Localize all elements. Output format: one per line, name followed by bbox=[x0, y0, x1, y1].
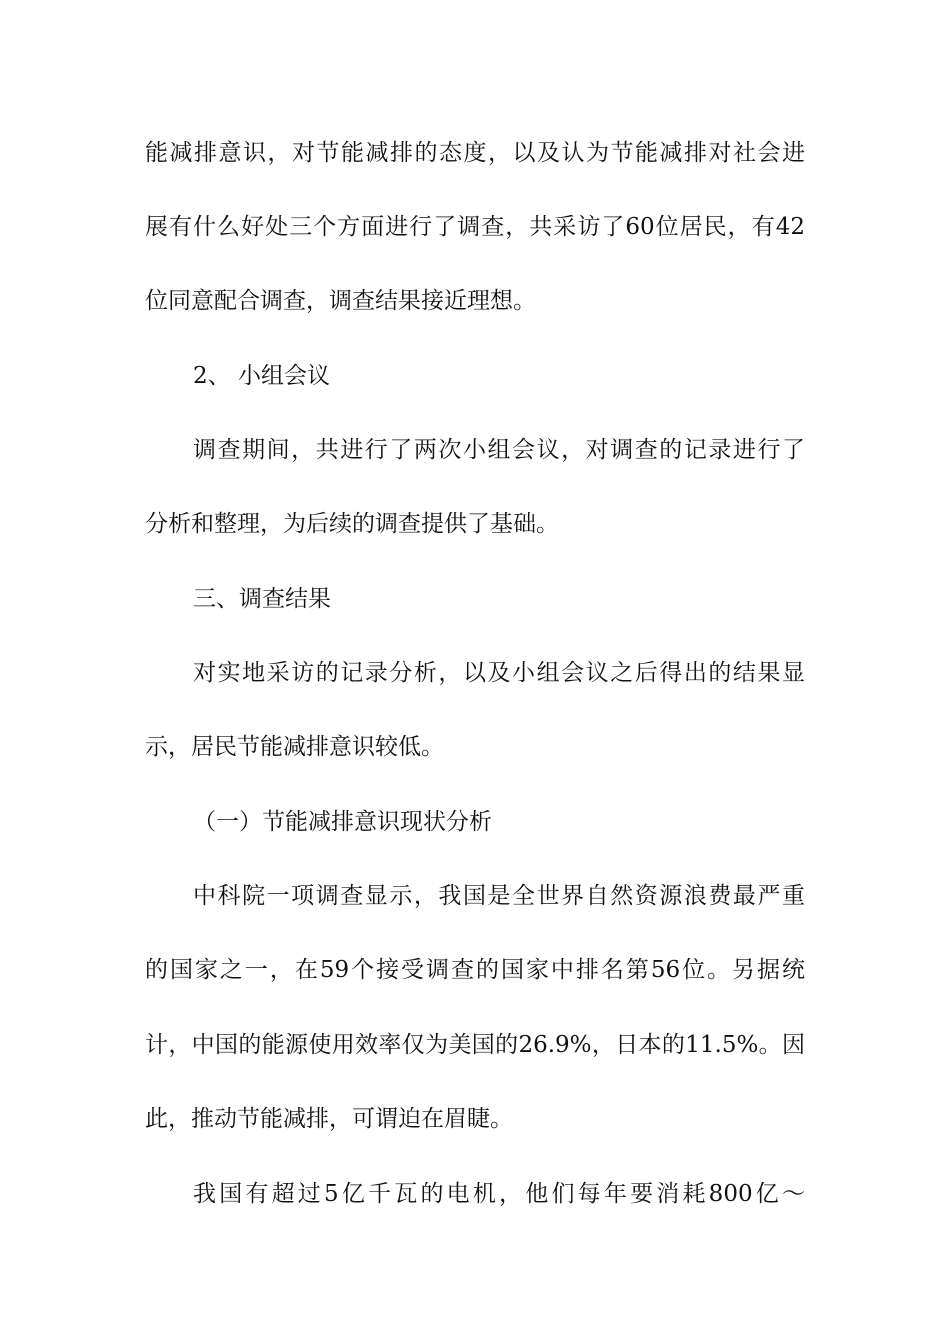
text-line: 能减排意识，对节能减排的态度，以及认为节能减排对社会进 bbox=[145, 140, 805, 166]
text-line: 对实地采访的记录分析，以及小组会议之后得出的结果显 bbox=[193, 660, 805, 686]
text-line: 展有什么好处三个方面进行了调查，共采访了60位居民，有42 bbox=[145, 214, 805, 240]
text-line: 位同意配合调查，调查结果接近理想。 bbox=[145, 288, 536, 314]
text-line: 的国家之一，在59个接受调查的国家中排名第56位。另据统 bbox=[145, 957, 805, 983]
text-line: 中科院一项调查显示，我国是全世界自然资源浪费最严重 bbox=[193, 883, 805, 909]
text-line: 示，居民节能减排意识较低。 bbox=[145, 734, 444, 760]
text-line: 此，推动节能减排，可谓迫在眉睫。 bbox=[145, 1106, 513, 1132]
text-line: 分析和整理，为后续的调查提供了基础。 bbox=[145, 511, 559, 537]
section-heading: 三、调查结果 bbox=[193, 586, 331, 612]
text-line: 我国有超过5亿千瓦的电机，他们每年要消耗800亿～ bbox=[193, 1181, 805, 1207]
text-line: 调查期间，共进行了两次小组会议，对调查的记录进行了 bbox=[193, 437, 805, 463]
section-heading: （一）节能减排意识现状分析 bbox=[193, 809, 492, 835]
text-line: 计，中国的能源使用效率仅为美国的26.9%，日本的11.5%。因 bbox=[145, 1032, 805, 1058]
section-heading: 2、 小组会议 bbox=[193, 363, 330, 389]
